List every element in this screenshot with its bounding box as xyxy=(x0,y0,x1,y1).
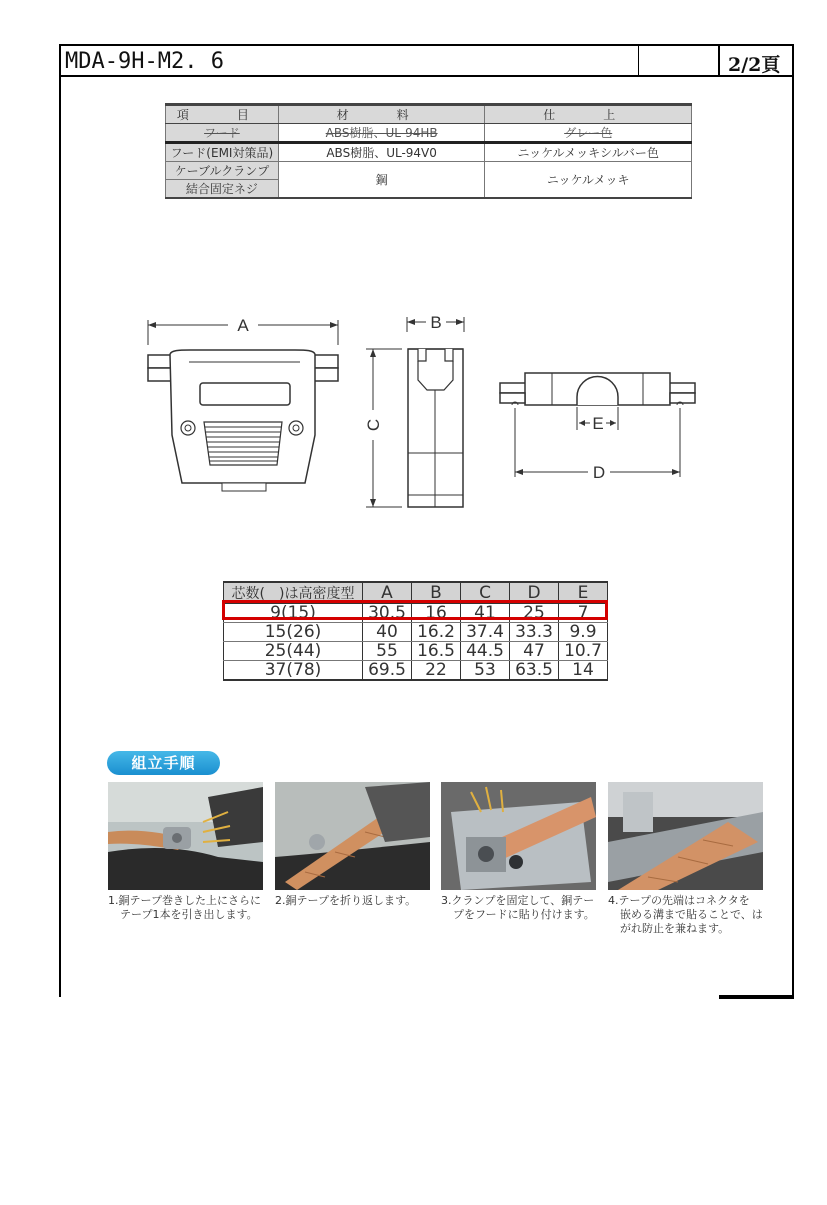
dims-cell: 55 xyxy=(363,642,412,661)
materials-header-finish: 仕 上 xyxy=(485,105,692,124)
step-4-line: がれ防止を兼ねます。 xyxy=(620,922,730,935)
dims-cell: 33.3 xyxy=(510,623,559,642)
dims-header-cores: 芯数( )は高密度型 xyxy=(224,582,363,604)
frame-bottom-bar xyxy=(719,995,794,999)
dims-cell: 16 xyxy=(412,604,461,623)
side-view xyxy=(366,317,464,507)
highlight-row-box xyxy=(222,600,608,620)
dims-cell: 25(44) xyxy=(224,642,363,661)
step-4-line: 4.テープの先端はコネクタを xyxy=(608,894,750,907)
assembly-photo-1 xyxy=(108,782,263,890)
model-title: MDA-9H-M2. 6 xyxy=(65,49,224,74)
assembly-photo-2 xyxy=(275,782,430,890)
dims-cell: 16.2 xyxy=(412,623,461,642)
assembly-title-badge: 組立手順 xyxy=(107,751,220,775)
front-view xyxy=(148,320,338,491)
dim-label-e: E xyxy=(592,414,604,433)
dims-cell: 15(26) xyxy=(224,623,363,642)
step-1-caption xyxy=(108,894,261,922)
dims-cell: 30.5 xyxy=(363,604,412,623)
frame-right-border xyxy=(792,44,794,999)
dimension-drawing xyxy=(140,305,700,515)
assembly-photo-4 xyxy=(608,782,763,890)
step-3-line: プをフードに貼り付けます。 xyxy=(453,908,595,921)
step-4-line: 嵌める溝まで貼ることで、は xyxy=(620,908,763,921)
frame-left-border xyxy=(59,44,61,997)
materials-cell: 結合固定ネジ xyxy=(166,180,279,199)
step-2-line: 2.銅テープを折り返します。 xyxy=(275,894,417,907)
dims-cell: 10.7 xyxy=(559,642,608,661)
step-2-caption xyxy=(275,894,416,908)
materials-cell: ABS樹脂、UL-94HB xyxy=(278,124,485,143)
header-blank-cell xyxy=(638,46,720,75)
materials-cell: ABS樹脂、UL-94V0 xyxy=(278,143,485,162)
materials-table xyxy=(165,103,692,199)
dimensions-table xyxy=(223,581,608,681)
step-4-caption xyxy=(608,894,763,936)
dim-label-d: D xyxy=(592,463,606,482)
assembly-photo-3 xyxy=(441,782,596,890)
dims-header-d: D xyxy=(510,582,559,604)
materials-header-row xyxy=(166,105,692,124)
step-3-caption xyxy=(441,894,595,922)
materials-row xyxy=(166,162,692,180)
dims-cell: 41 xyxy=(461,604,510,623)
materials-row xyxy=(166,143,692,162)
dims-cell: 53 xyxy=(461,661,510,681)
dims-cell: 9.9 xyxy=(559,623,608,642)
dims-header-a: A xyxy=(363,582,412,604)
dims-row xyxy=(224,623,608,642)
materials-cell: フード(EMI対策品) xyxy=(166,143,279,162)
dims-header-b: B xyxy=(412,582,461,604)
page-number: 2/2頁 xyxy=(728,54,781,76)
dims-header-c: C xyxy=(461,582,510,604)
dims-cell: 37.4 xyxy=(461,623,510,642)
dims-row xyxy=(224,661,608,681)
materials-header-material: 材 料 xyxy=(278,105,485,124)
dims-cell: 40 xyxy=(363,623,412,642)
dims-cell: 69.5 xyxy=(363,661,412,681)
dim-label-c: C xyxy=(364,418,383,432)
dims-cell: 16.5 xyxy=(412,642,461,661)
dim-label-b: B xyxy=(430,313,442,332)
dims-row xyxy=(224,642,608,661)
dims-cell: 63.5 xyxy=(510,661,559,681)
materials-row xyxy=(166,124,692,143)
materials-cell: ケーブルクランプ xyxy=(166,162,279,180)
dims-header-e: E xyxy=(559,582,608,604)
materials-cell: グレー色 xyxy=(485,124,692,143)
document-header xyxy=(59,44,794,77)
materials-cell: 鋼 xyxy=(278,162,485,199)
materials-cell: ニッケルメッキ xyxy=(485,162,692,199)
materials-cell: ニッケルメッキシルバー色 xyxy=(485,143,692,162)
dims-cell: 9(15) xyxy=(224,604,363,623)
dims-cell: 44.5 xyxy=(461,642,510,661)
step-3-line: 3.クランプを固定して、銅テー xyxy=(441,894,595,907)
dim-label-a: A xyxy=(237,316,249,335)
step-1-line: テープ1本を引き出します。 xyxy=(120,908,258,921)
dims-cell: 25 xyxy=(510,604,559,623)
dims-cell: 22 xyxy=(412,661,461,681)
dims-cell: 37(78) xyxy=(224,661,363,681)
dims-cell: 7 xyxy=(559,604,608,623)
materials-cell: フード xyxy=(166,124,279,143)
dims-cell: 14 xyxy=(559,661,608,681)
materials-header-item: 項 目 xyxy=(166,105,279,124)
dims-cell: 47 xyxy=(510,642,559,661)
step-1-line: 1.銅テープ巻きした上にさらに xyxy=(108,894,261,907)
